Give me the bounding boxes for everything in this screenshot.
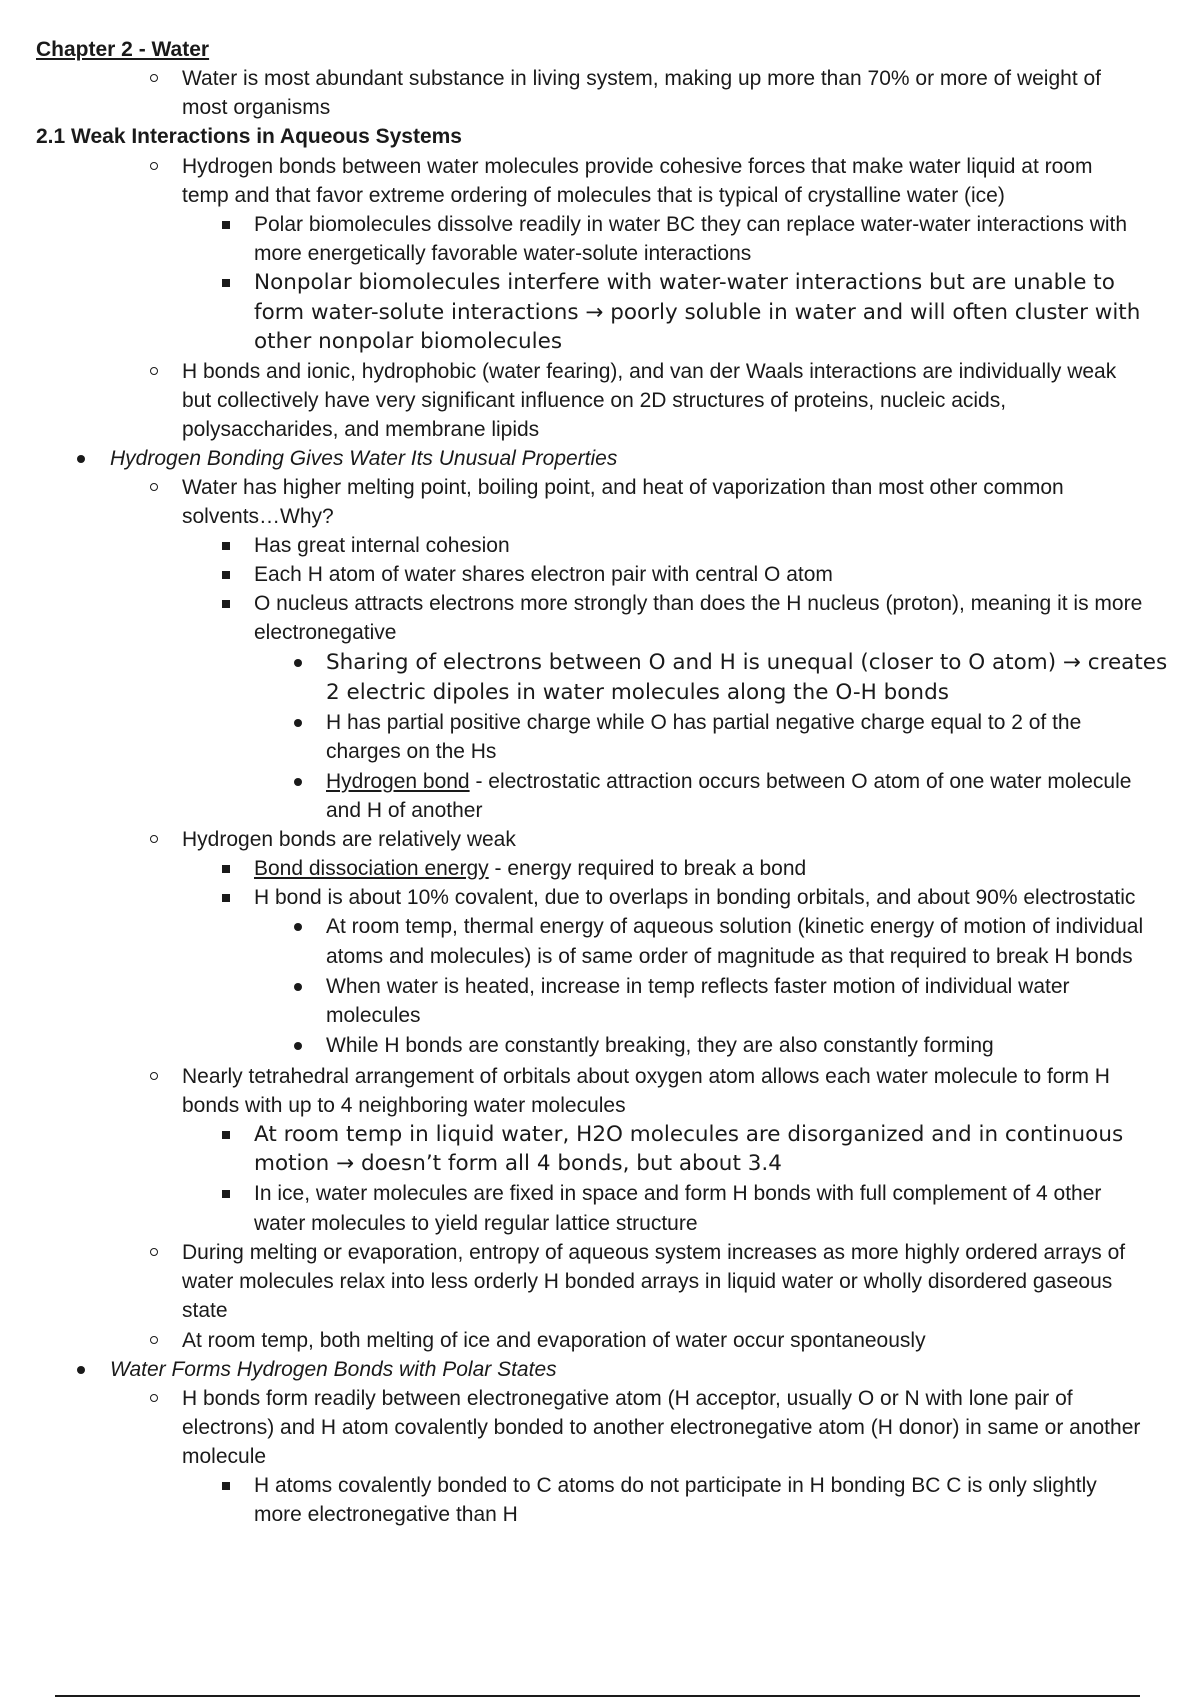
- list-item-text: but collectively have very significant influence on 2D structures of proteins, nucleic acids,: [182, 389, 1007, 412]
- list-item-text: H atoms covalently bonded to C atoms do not participate in H bonding BC C is only slightly: [254, 1474, 1097, 1497]
- list-item-text: When water is heated, increase in temp reflects faster motion of individual water: [326, 975, 1070, 998]
- hollow-circle-bullet-icon: [148, 152, 160, 181]
- list-item-text: atoms and molecules) is of same order of magnitude as that required to break H bonds: [326, 945, 1133, 968]
- hollow-circle-bullet-icon: [148, 1326, 160, 1355]
- list-item-text: more energetically favorable water-solute interactions: [254, 242, 752, 265]
- list-item-text: molecules: [326, 1004, 421, 1027]
- list-item-text: most organisms: [182, 96, 331, 119]
- filled-circle-bullet-icon: [292, 648, 304, 677]
- definition-text: - electrostatic attraction occurs between O atom of one water molecule: [469, 770, 1132, 793]
- list-item-text: Has great internal cohesion: [254, 534, 510, 557]
- list-item-text: H bond is about 10% covalent, due to overlaps in bonding orbitals, and about 90% electrostatic: [254, 886, 1136, 909]
- square-bullet-icon: [220, 560, 232, 589]
- square-bullet-icon: [220, 1471, 232, 1500]
- list-item-text: At room temp, both melting of ice and evaporation of water occur spontaneously: [182, 1329, 926, 1352]
- list-item-text: [254, 854, 806, 883]
- list-item-text: form water-solute interactions → poorly soluble in water and will often cluster with: [254, 300, 1141, 325]
- hollow-circle-bullet-icon: [148, 1062, 160, 1091]
- list-item-text: Water has higher melting point, boiling point, and heat of vaporization than most other common: [182, 476, 1064, 499]
- square-bullet-icon: [220, 531, 232, 560]
- list-item-text: molecule: [182, 1445, 267, 1468]
- filled-circle-bullet-icon: [75, 444, 87, 473]
- list-item-text: solvents…Why?: [182, 505, 334, 528]
- list-item-text: During melting or evaporation, entropy of aqueous system increases as more highly ordered arrays of: [182, 1241, 1126, 1264]
- list-item-text: [326, 767, 1131, 796]
- list-item-text: Each H atom of water shares electron pair with central O atom: [254, 563, 833, 586]
- list-item-text: Hydrogen bonds between water molecules provide cohesive forces that make water liquid at room: [182, 155, 1093, 178]
- list-item-text: charges on the Hs: [326, 740, 497, 763]
- list-item-text: At room temp in liquid water, H2O molecules are disorganized and in continuous: [254, 1122, 1124, 1147]
- square-bullet-icon: [220, 1120, 232, 1149]
- chapter-title: Chapter 2 - Water: [36, 38, 210, 61]
- square-bullet-icon: [220, 210, 232, 239]
- hollow-circle-bullet-icon: [148, 64, 160, 93]
- list-item-text: O nucleus attracts electrons more strongly than does the H nucleus (proton), meaning it is more: [254, 592, 1143, 615]
- list-item-text: Nearly tetrahedral arrangement of orbitals about oxygen atom allows each water molecule to form H: [182, 1065, 1110, 1088]
- list-item-text: Sharing of electrons between O and H is unequal (closer to O atom) → creates: [326, 650, 1168, 675]
- filled-circle-bullet-icon: [292, 912, 304, 941]
- square-bullet-icon: [220, 883, 232, 912]
- hollow-circle-bullet-icon: [148, 357, 160, 386]
- hollow-circle-bullet-icon: [148, 1238, 160, 1267]
- list-item-text: more electronegative than H: [254, 1503, 518, 1526]
- hollow-circle-bullet-icon: [148, 473, 160, 502]
- list-item-text: H bonds and ionic, hydrophobic (water fearing), and van der Waals interactions are individually weak: [182, 360, 1117, 383]
- list-item-text: water molecules relax into less orderly H bonded arrays in liquid water or wholly disordered gaseous: [182, 1270, 1113, 1293]
- filled-circle-bullet-icon: [75, 1355, 87, 1384]
- list-item-text: electrons) and H atom covalently bonded to another electronegative atom (H donor) in same or another: [182, 1416, 1141, 1439]
- hollow-circle-bullet-icon: [148, 825, 160, 854]
- list-item-text: Polar biomolecules dissolve readily in water BC they can replace water-water interactions with: [254, 213, 1128, 236]
- list-item-text: electronegative: [254, 621, 397, 644]
- subsection-title: Hydrogen Bonding Gives Water Its Unusual Properties: [110, 447, 618, 470]
- list-item-text: Hydrogen bonds are relatively weak: [182, 828, 516, 851]
- list-item-text: Water is most abundant substance in living system, making up more than 70% or more of weight of: [182, 67, 1101, 90]
- square-bullet-icon: [220, 268, 232, 297]
- defined-term: Bond dissociation energy: [254, 857, 489, 880]
- filled-circle-bullet-icon: [292, 767, 304, 796]
- filled-circle-bullet-icon: [292, 1031, 304, 1060]
- list-item-text: motion → doesn’t form all 4 bonds, but about 3.4: [254, 1151, 782, 1176]
- list-item-text: 2 electric dipoles in water molecules along the O-H bonds: [326, 680, 949, 705]
- list-item-text: and H of another: [326, 799, 483, 822]
- definition-text: - energy required to break a bond: [488, 857, 807, 880]
- square-bullet-icon: [220, 854, 232, 883]
- list-item-text: other nonpolar biomolecules: [254, 329, 563, 354]
- list-item-text: water molecules to yield regular lattice structure: [254, 1212, 698, 1235]
- list-item-text: Nonpolar biomolecules interfere with water-water interactions but are unable to: [254, 270, 1115, 295]
- subsection-title: Water Forms Hydrogen Bonds with Polar States: [110, 1358, 557, 1381]
- list-item-text: bonds with up to 4 neighboring water molecules: [182, 1094, 626, 1117]
- filled-circle-bullet-icon: [292, 972, 304, 1001]
- list-item-text: While H bonds are constantly breaking, they are also constantly forming: [326, 1034, 994, 1057]
- hollow-circle-bullet-icon: [148, 1384, 160, 1413]
- list-item-text: H bonds form readily between electronegative atom (H acceptor, usually O or N with lone pair of: [182, 1387, 1073, 1410]
- list-item-text: In ice, water molecules are fixed in space and form H bonds with full complement of 4 other: [254, 1182, 1102, 1205]
- section-title: 2.1 Weak Interactions in Aqueous Systems: [36, 125, 462, 148]
- square-bullet-icon: [220, 1179, 232, 1208]
- list-item-text: state: [182, 1299, 228, 1322]
- list-item-text: temp and that favor extreme ordering of molecules that is typical of crystalline water (ice): [182, 184, 1005, 207]
- square-bullet-icon: [220, 589, 232, 618]
- filled-circle-bullet-icon: [292, 708, 304, 737]
- defined-term: Hydrogen bond: [326, 770, 470, 793]
- footer-divider: [55, 1695, 1140, 1697]
- list-item-text: polysaccharides, and membrane lipids: [182, 418, 540, 441]
- list-item-text: H has partial positive charge while O has partial negative charge equal to 2 of the: [326, 711, 1082, 734]
- list-item-text: At room temp, thermal energy of aqueous solution (kinetic energy of motion of individual: [326, 915, 1144, 938]
